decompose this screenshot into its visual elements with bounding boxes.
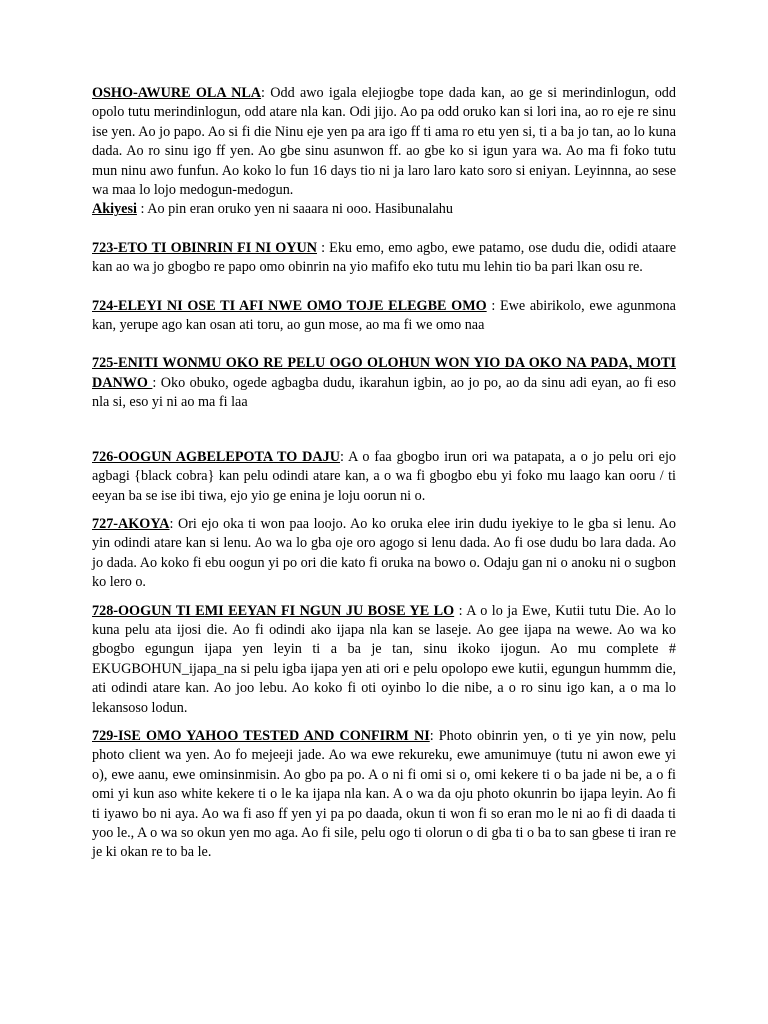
section-separator: : [317, 239, 330, 256]
section-724 [92, 297, 676, 336]
section-body: Ewe abirikolo, ewe agunmona kan, yerupe ago kan osan ati toru, ao gun mose, ao ma fi we omo naa [92, 297, 676, 334]
section-body: Odd awo igala elejiogbe tope dada kan, ao ge si merindinlogun, odd opolo tutu merindinlogun, odd atare nla kan. Odi jijo. Ao pa odd oruko kan si lori ina, ao ro eje re sinu ise yen. Ao jo papo. Ao si fi die Ninu eje yen pa ara igo ff ti ama ro etu yen si, ti a ba jo tan, ao lo kuna dada. Ao ro sinu igo ff yen. Ao gbe sinu asunwon ff. ao gbe ko si igun yara wa. Ao ma fi foko tutu mun ninu awo funfun. Ao koko lo fun 16 days tio ni ja laro laro kato soro si eniyan. Leyinnna, ao sese wa maa lo lojo medogun-medogun. [92, 85, 676, 199]
section-separator: : [169, 515, 178, 532]
section-726 [92, 448, 676, 506]
note-separator: : [136, 201, 148, 218]
section-heading: OSHO-AWURE OLA NLA [92, 85, 262, 101]
document-page [92, 84, 676, 863]
section-separator: : [152, 374, 161, 391]
section-separator: : [429, 727, 439, 744]
note-body: Ao pin eran oruko yen ni saaara ni ooo. Hasibunalahu [147, 201, 453, 218]
section-heading: 727-AKOYA [92, 515, 170, 532]
section-body: Oko obuko, ogede agbagba dudu, ikarahun igbin, ao jo po, ao da sinu adi eyan, ao fi eso nla si, eso yi ni ao ma fi laa [92, 374, 676, 411]
section-heading: 723-ETO TI OBINRIN FI NI OYUN [92, 239, 317, 256]
section-separator: : [261, 85, 271, 101]
section-body: Ori ejo oka ti won paa loojo. Ao ko oruka elee irin dudu iyekiye to le gba si lenu. Ao yin odindi atare kan si lenu. Ao wa lo gba oje oro agogo si lenu dada. Ao fi ose dudu bo lara dada. Ao jo dada. Ao koko fi ebu oogun yi po ori die kato fi oruka na bowo o. Odaju gan ni o anoku ni o sugbon ko lero o. [92, 515, 676, 591]
section-separator: : [454, 602, 467, 619]
section-heading: 729-ISE OMO YAHOO TESTED AND CONFIRM NI [92, 727, 430, 744]
section-729 [92, 727, 676, 863]
section-heading: 725-ENITI WONMU OKO RE PELU OGO OLOHUN WON YIO DA OKO NA PADA, MOTI DANWO [92, 355, 676, 391]
section-heading: 728-OOGUN TI EMI EEYAN FI NGUN JU BOSE YE LO [92, 602, 455, 619]
section-akiyesi [92, 200, 676, 219]
note-heading: Akiyesi [92, 201, 137, 218]
section-725 [92, 354, 676, 412]
section-body: Photo obinrin yen, o ti ye yin now, pelu photo client wa yen. Ao fo mejeeji jade. Ao wa ewe rekureku, ewe amunimuye (tutu ni awon ewe yi o), ewe aanu, ewe ominsinmisin. Ao gbo pa po. A o ni fi omi si o, omi kekere ti o ba jade ni be, a o fi omi yi kun aso white kekere ti o le ka ijapa nla kan. A o wa da oju photo okunrin bo ijapa leyin. Ao fi ti iyawo bo ni aya. Ao wa fi aso ff yen yi pa po daada, okun ti won fi so eran mo le ni ao fi di daada ti yoo le., A o wa so okun yen mo aga. Ao fi sile, pelu ogo ti olorun o di gba ti o ba to san gbese ti iran re je ki okan re to ba le. [92, 727, 676, 861]
section-727 [92, 515, 676, 593]
section-body: A o faa gbogbo irun ori wa patapata, a o jo pelu ori ejo agbagi {black cobra} kan pelu odindi atare kan, a o wa fi gbogbo ebu yi foko mu laago kan ooru / ti eeyan ba se ise ibi tiwa, ejo yio ge enina je loju oorun ni o. [92, 448, 676, 504]
section-heading: 726-OOGUN AGBELEPOTA TO DAJU [92, 448, 341, 465]
section-heading: 724-ELEYI NI OSE TI AFI NWE OMO TOJE ELEGBE OMO [92, 297, 487, 314]
section-728 [92, 602, 676, 718]
section-osho-awure [92, 84, 676, 200]
section-separator: : [486, 297, 500, 314]
section-body: A o lo ja Ewe, Kutii tutu Die. Ao lo kuna pelu ata ijosi die. Ao fi odindi ako ijapa nla kan se laseje. Ao gee ijapa na wewe. Ao wa ko gbogbo egungun ijapa yen leyin ti a ba je tan, sinu ikoko ijogun. Ao mu complete # EKUGBOHUN_ijapa_na si pelu igba ijapa yen ati ori e pelu opolopo ewe kutii, egungun hummm die, ati odindi atare kan. Ao joo lebu. Ao koko fi oti oyinbo lo die nibe, a o ro sinu igo kan, a o ma lo lekansoso lodun. [92, 602, 676, 716]
section-separator: : [340, 448, 349, 465]
section-body: Eku emo, emo agbo, ewe patamo, ose dudu die, odidi ataare kan ao wa jo gbogbo re papo omo obinrin na yio mafifo eko tutu mu lehin tio ba pari lkan osu re. [92, 239, 676, 276]
section-723 [92, 239, 676, 278]
